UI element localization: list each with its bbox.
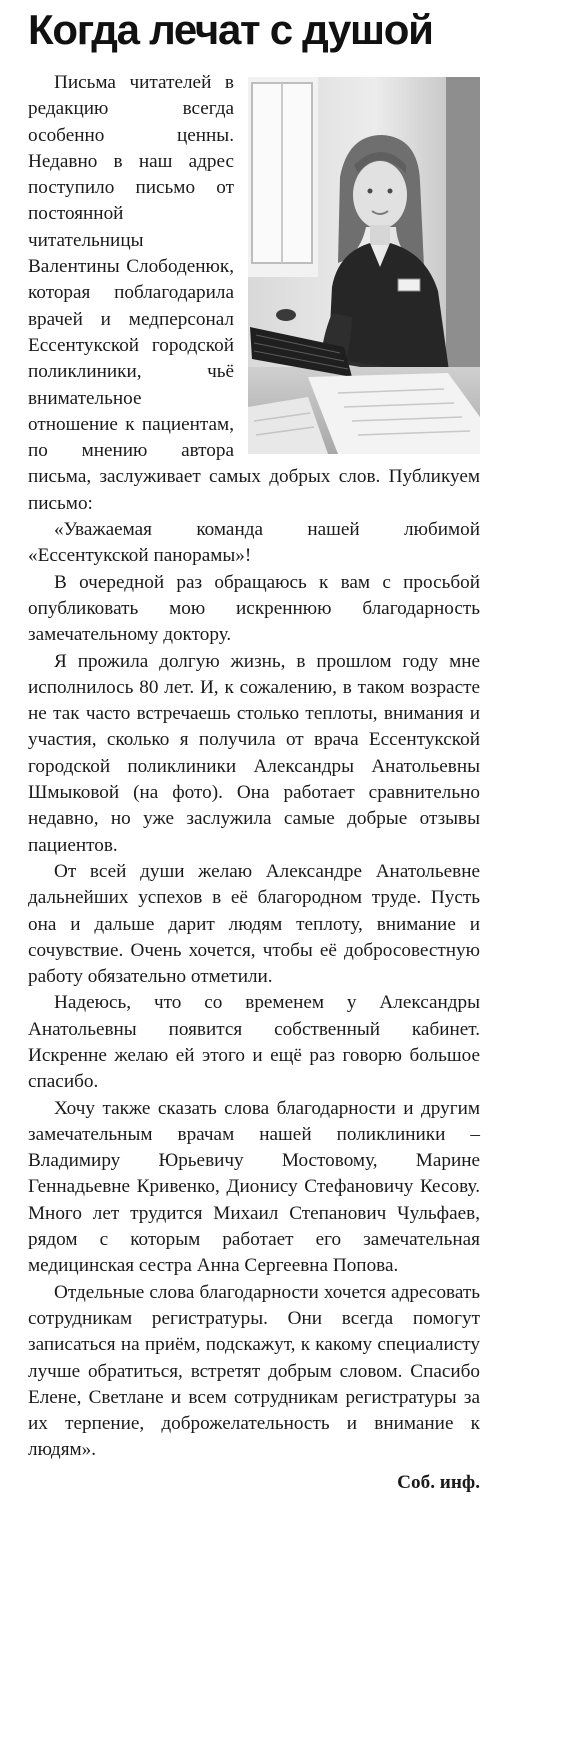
intro-paragraph: Письма читателей в редакцию всегда особенно ценны. Недавно в наш адрес поступило письмо от постоянной читательницы Валентины Слободенюк, которая поблагодарила врачей и медперсонал Ессентукской городской поликлиники, чьё внимательное отношение к пациентам, по мнению автора письма, заслуживает самых добрых слов. Публикуем письмо: xyxy=(28,72,480,514)
doctor-photo xyxy=(248,77,480,454)
letter-paragraph: Надеюсь, что со временем у Александры Анатольевны появится собственный кабинет. Искренне желаю ей этого и ещё раз говорю большое спасибо. xyxy=(28,992,480,1093)
article-body xyxy=(28,70,480,1496)
letter-paragraph: От всей души желаю Александре Анатольевне дальнейших успехов в её благородном труде. Пусть она и дальше дарит людям теплоту, внимание и сочувствие. Очень хочется, чтобы её добросовестную работу обязательно отметили. xyxy=(28,860,480,988)
letter-paragraph: Хочу также сказать слова благодарности и другим замечательным врачам нашей поликлиники – Владимиру Юрьевичу Мостовому, Марине Геннадьевне Кривенко, Дионису Стефановичу Кесову. Много лет трудится Михаил Степанович Чульфаев, рядом с которым работает его замечательная медицинская сестра Анна Сергеевна Попова. xyxy=(28,1097,480,1277)
letter-paragraph: Я прожила долгую жизнь, в прошлом году мне исполнилось 80 лет. И, к сожалению, в таком возрасте не так часто встречаешь столько теплоты, внимания и участия, сколько я получила от врача Ессентукской городской поликлиники Александры Анатольевны Шмыковой (на фото). Она работает сравнительно недавно, но уже заслужила самые добрые отзывы пациентов. xyxy=(28,650,480,856)
letter-paragraph: В очередной раз обращаюсь к вам с просьбой опубликовать мою искреннюю благодарность замечательному доктору. xyxy=(28,571,480,646)
doctor-photo-image xyxy=(248,77,480,454)
letter-paragraph: Отдельные слова благодарности хочется адресовать сотрудникам регистратуры. Они всегда помогут записаться на приём, подскажут, к какому специалисту лучше обратиться, встретят добрым словом. Спасибо Елене, Светлане и всем сотрудникам регистратуры за их терпение, доброжелательность и внимание к людям». xyxy=(28,1281,480,1461)
letter-paragraph: «Уважаемая команда нашей любимой «Ессентукской панорамы»! xyxy=(28,519,480,567)
article-headline: Когда лечат с душой xyxy=(28,6,433,53)
article-signature: Соб. инф. xyxy=(397,1471,480,1493)
